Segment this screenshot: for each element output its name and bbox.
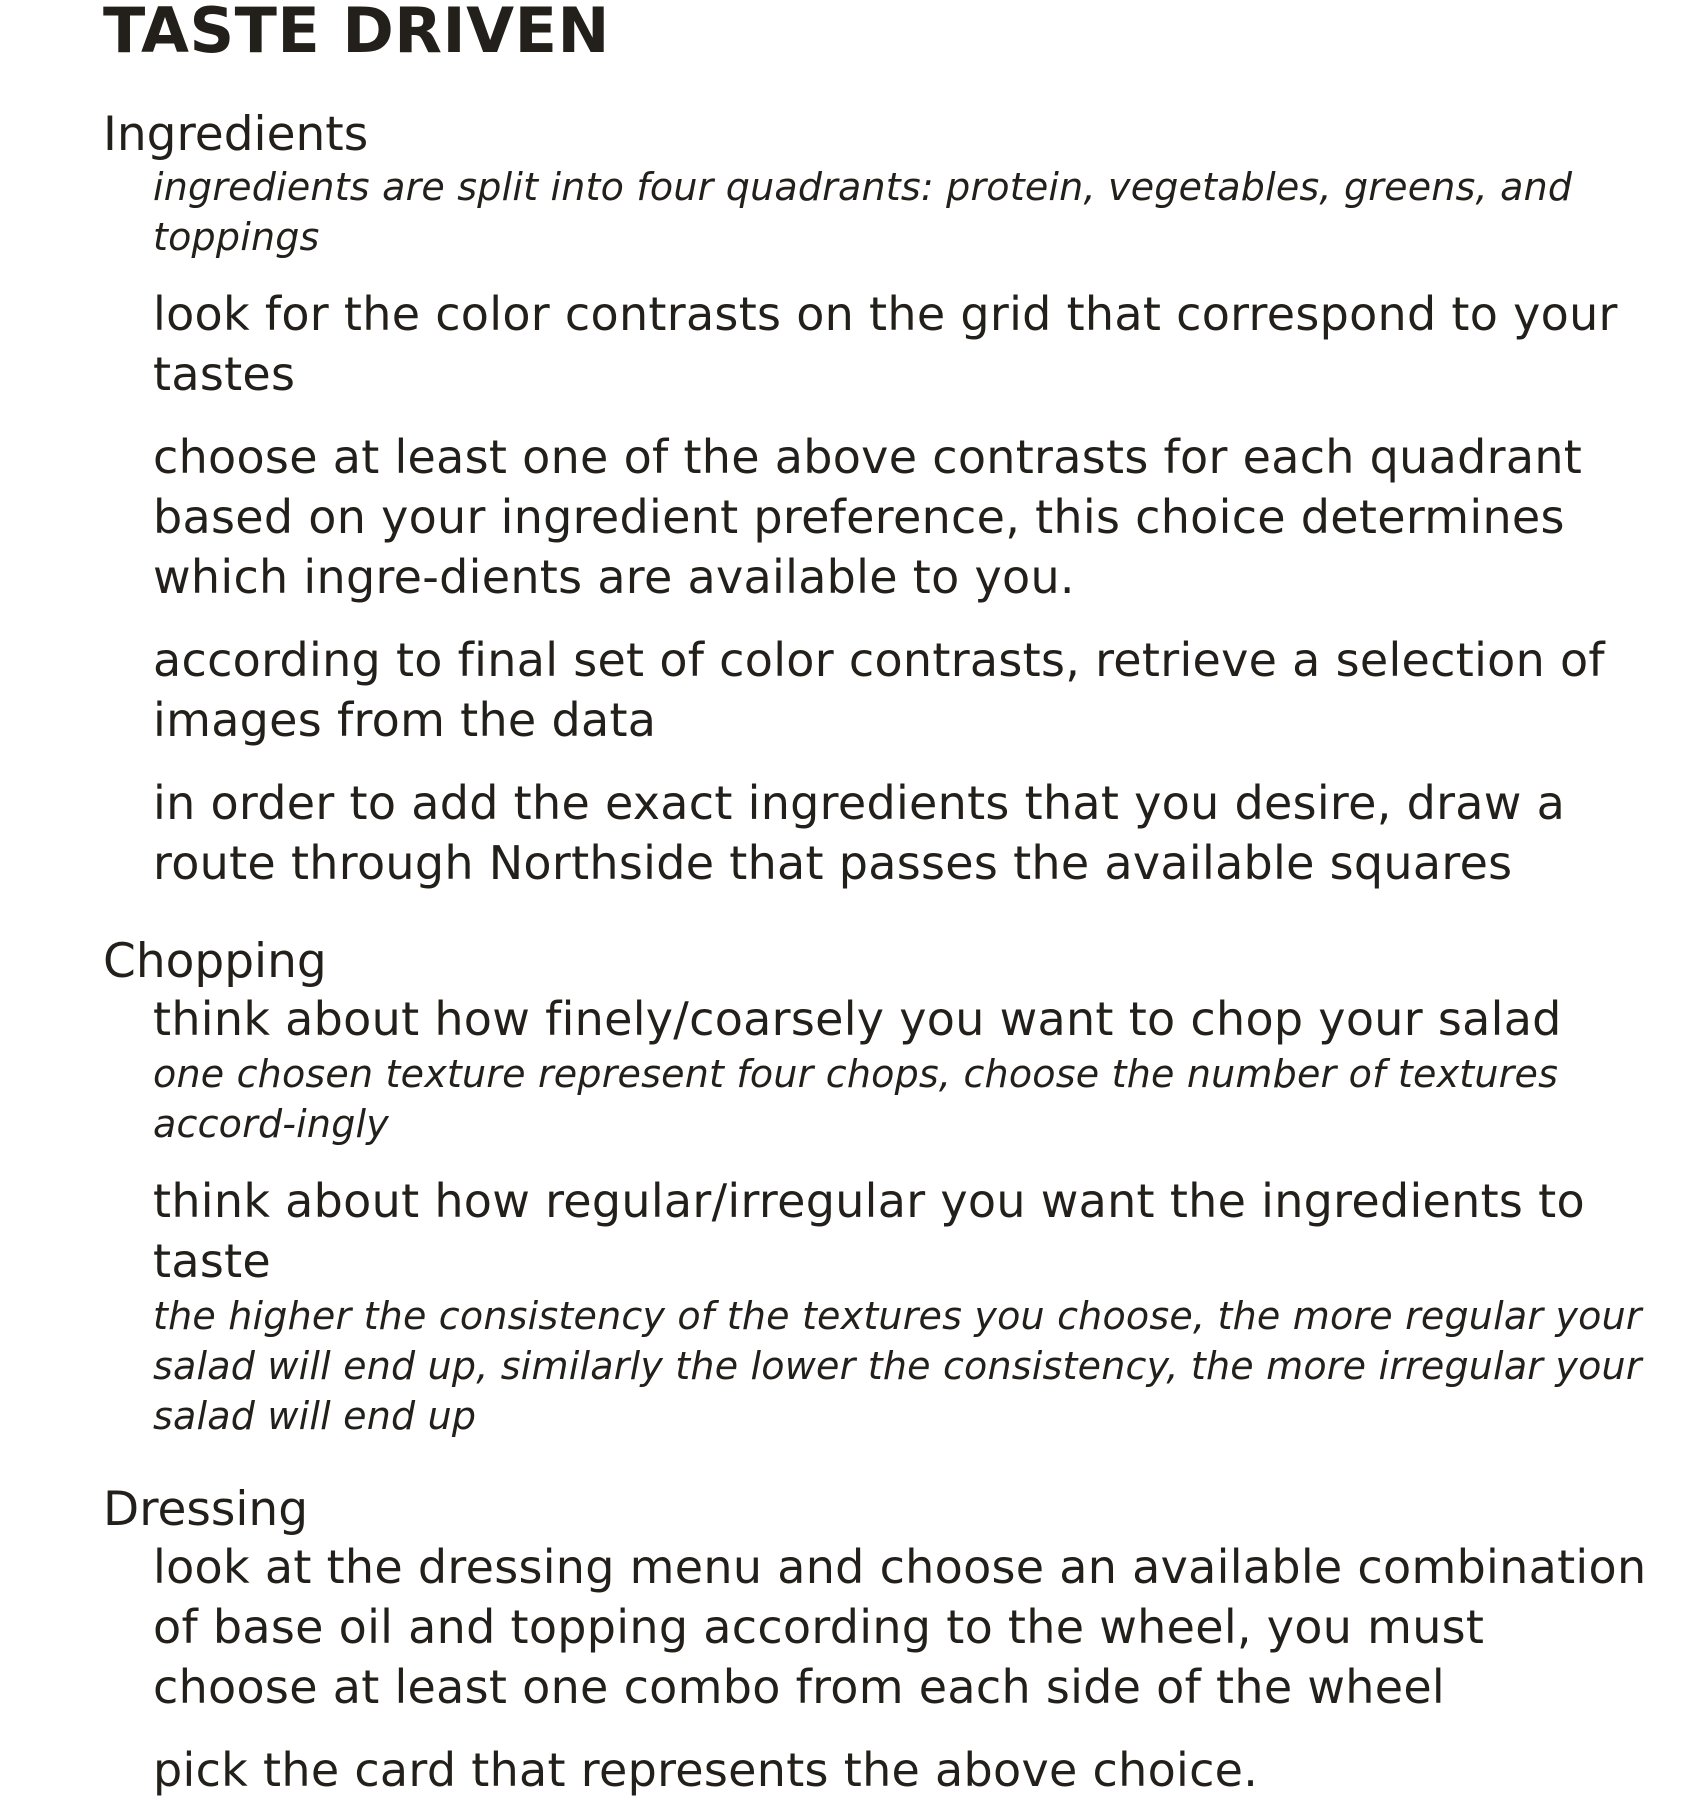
ingredients-heading: Ingredients: [103, 107, 369, 162]
chopping-step: think about how finely/coarsely you want to chop your salad: [153, 992, 1562, 1046]
ingredients-step: in order to add the exact ingredients that you desire, draw a route through Northside that passes the available squares: [153, 776, 1566, 890]
ingredients-step: according to final set of color contrasts, retrieve a selection of images from the data: [153, 633, 1605, 747]
chopping-section: [103, 935, 1663, 1441]
chopping-body: [103, 989, 1663, 1441]
chopping-step: think about how regular/irregular you want the ingredients to taste: [153, 1174, 1585, 1288]
chopping-note: the higher the consistency of the textures you choose, the more regular your salad will end up, similarly the lower the consistency, the more irregular your salad will end up: [153, 1294, 1642, 1438]
page-title: TASTE DRIVEN: [103, 0, 610, 67]
chopping-note: one chosen texture represent four chops, choose the number of textures accord-ingly: [153, 1052, 1559, 1146]
dressing-step: pick the card that represents the above choice.: [153, 1743, 1259, 1797]
instruction-page: [103, 0, 1663, 1800]
dressing-step: look at the dressing menu and choose an available combination of base oil and topping according to the wheel, you must choose at least one combo from each side of the wheel: [153, 1540, 1647, 1714]
ingredients-step: choose at least one of the above contrasts for each quadrant based on your ingredient preference, this choice determines which ingre-dients are available to you.: [153, 430, 1583, 604]
ingredients-step: look for the color contrasts on the grid that correspond to your tastes: [153, 287, 1618, 401]
ingredients-body: [103, 162, 1663, 893]
dressing-body: [103, 1537, 1663, 1800]
dressing-heading: Dressing: [103, 1482, 309, 1537]
chopping-heading: Chopping: [103, 934, 327, 989]
ingredients-section: [103, 108, 1663, 893]
ingredients-note: ingredients are split into four quadrants: protein, vegetables, greens, and toppings: [153, 165, 1573, 259]
dressing-section: [103, 1483, 1663, 1800]
